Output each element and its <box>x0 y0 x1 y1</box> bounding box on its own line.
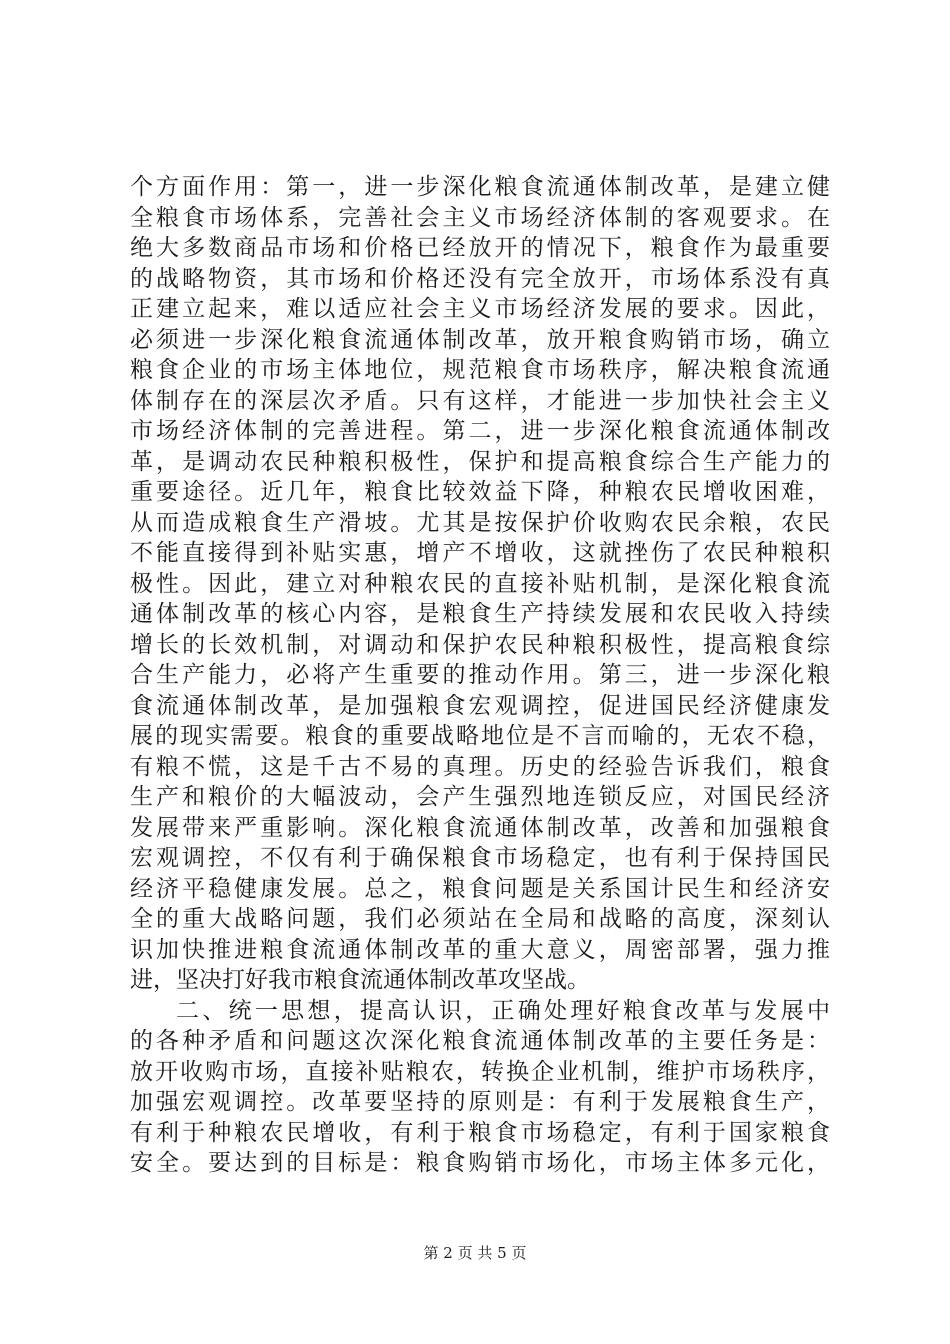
text-line: 有粮不慌，这是千古不易的真理。历史的经验告诉我们，粮食 <box>130 753 830 780</box>
text-line: 的战略物资，其市场和价格还没有完全放开，市场体系没有真 <box>130 265 830 292</box>
page-footer <box>0 1243 950 1263</box>
text-line: 体制存在的深层次矛盾。只有这样，才能进一步加快社会主义 <box>130 387 830 414</box>
text-line: 必须进一步深化粮食流通体制改革，放开粮食购销市场，确立 <box>130 326 830 353</box>
text-line: 个方面作用：第一，进一步深化粮食流通体制改革，是建立健 <box>130 174 830 200</box>
text-line: 放开收购市场，直接补贴粮农，转换企业机制，维护市场秩序， <box>130 1058 830 1085</box>
text-line: 革，是调动农民种粮积极性，保护和提高粮食综合生产能力的 <box>130 448 830 475</box>
text-line: 全的重大战略问题，我们必须站在全局和战略的高度，深刻认 <box>130 906 830 932</box>
text-line: 不能直接得到补贴实惠，增产不增收，这就挫伤了农民种粮积 <box>130 540 830 566</box>
text-line: 经济平稳健康发展。总之，粮食问题是关系国计民生和经济安 <box>130 875 830 902</box>
text-line: 增长的长效机制，对调动和保护农民种粮积极性，提高粮食综 <box>130 631 830 658</box>
text-line: 展的现实需要。粮食的重要战略地位是不言而喻的，无农不稳， <box>130 723 830 749</box>
text-line: 识加快推进粮食流通体制改革的重大意义，周密部署，强力推 <box>130 936 830 963</box>
text-line: 的各种矛盾和问题这次深化粮食流通体制改革的主要任务是： <box>130 1028 830 1054</box>
text-line: 正建立起来，难以适应社会主义市场经济发展的要求。因此， <box>130 296 830 322</box>
text-line: 绝大多数商品市场和价格已经放开的情况下，粮食作为最重要 <box>130 235 830 261</box>
paragraph-end-line: 进，坚决打好我市粮食流通体制改革攻坚战。 <box>130 967 590 993</box>
text-line: 极性。因此，建立对种粮农民的直接补贴机制，是深化粮食流 <box>130 570 830 597</box>
text-line: 从而造成粮食生产滑坡。尤其是按保护价收购农民余粮，农民 <box>130 509 830 536</box>
text-line: 生产和粮价的大幅波动，会产生强烈地连锁反应，对国民经济 <box>130 784 830 810</box>
text-line: 粮食企业的市场主体地位，规范粮食市场秩序，解决粮食流通 <box>130 357 830 383</box>
section-heading-line: 二、统一思想，提高认识，正确处理好粮食改革与发展中 <box>176 997 830 1024</box>
text-line: 市场经济体制的完善进程。第二，进一步深化粮食流通体制改 <box>130 418 830 444</box>
text-line: 全粮食市场体系，完善社会主义市场经济体制的客观要求。在 <box>130 204 830 231</box>
text-line: 通体制改革的核心内容，是粮食生产持续发展和农民收入持续 <box>130 601 830 627</box>
text-line: 重要途径。近几年，粮食比较效益下降，种粮农民增收困难， <box>130 479 830 505</box>
text-line: 食流通体制改革，是加强粮食宏观调控，促进国民经济健康发 <box>130 692 830 719</box>
page-number-label: 第 2 页 共 5 页 <box>423 1244 527 1262</box>
text-line: 发展带来严重影响。深化粮食流通体制改革，改善和加强粮食 <box>130 814 830 841</box>
text-line: 宏观调控，不仅有利于确保粮食市场稳定，也有利于保持国民 <box>130 845 830 871</box>
text-line: 加强宏观调控。改革要坚持的原则是：有利于发展粮食生产， <box>130 1089 830 1115</box>
text-line: 有利于种粮农民增收，有利于粮食市场稳定，有利于国家粮食 <box>130 1119 830 1146</box>
text-line: 安全。要达到的目标是：粮食购销市场化，市场主体多元化， <box>130 1150 830 1176</box>
text-line: 合生产能力，必将产生重要的推动作用。第三，进一步深化粮 <box>130 662 830 688</box>
body-text <box>130 172 830 1179</box>
